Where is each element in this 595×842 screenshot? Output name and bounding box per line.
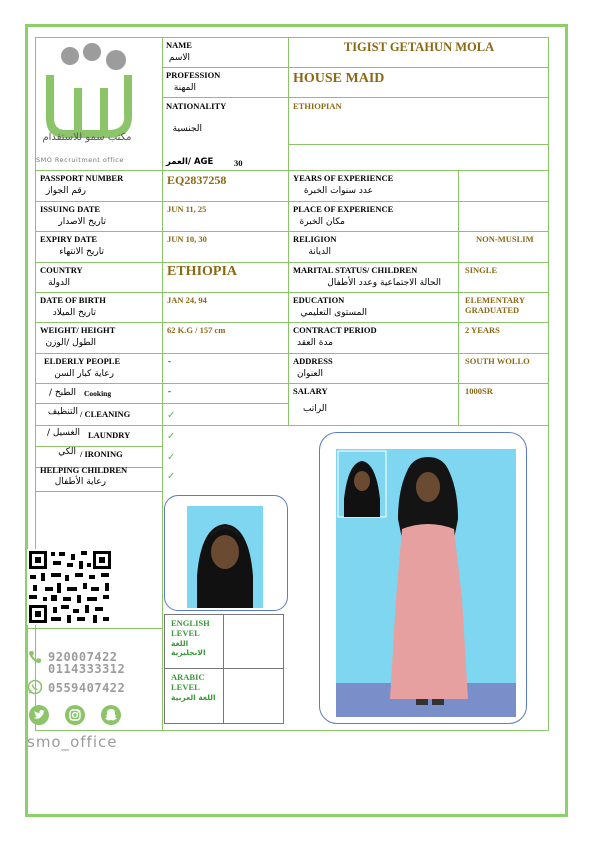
contract-value: 2 YEARS xyxy=(465,325,500,335)
marital-label: MARITAL STATUS/ CHILDREN xyxy=(293,265,418,275)
snapchat-icon[interactable] xyxy=(101,705,121,725)
contract-label-ar: مدة العقد xyxy=(297,338,333,348)
logo xyxy=(36,40,162,170)
arabic-level-label-ar: اللغة العربية xyxy=(171,693,216,702)
marital-label-ar: الحالة الاجتماعية وعدد الأطفال xyxy=(327,278,441,288)
cleaning-label-ar: التنظيف xyxy=(47,407,78,417)
whatsapp-icon xyxy=(27,679,43,695)
cooking-label-ar: الطبخ / xyxy=(48,388,76,398)
religion-value: NON-MUSLIM xyxy=(476,234,534,244)
elderly-label: ELDERLY PEOPLE xyxy=(44,356,121,366)
address-value: SOUTH WOLLO xyxy=(465,356,530,366)
nationality-label-ar: الجنسية xyxy=(172,124,202,134)
ironing-label-ar: الكي xyxy=(58,447,76,457)
experience-place-label-ar: مكان الخبرة xyxy=(299,217,345,227)
education-label-ar: المستوى التعليمي xyxy=(300,308,367,318)
profession-label-ar: المهنة xyxy=(173,83,196,93)
logo-english-text: SMO Recruitment office xyxy=(36,156,124,164)
instagram-icon[interactable] xyxy=(65,705,85,725)
fullbody-photo-frame xyxy=(319,432,527,724)
passport-label-ar: رقم الجواز xyxy=(45,186,86,196)
cleaning-check-icon: ✓ xyxy=(167,410,176,421)
fullbody-photo xyxy=(336,449,516,717)
english-level-label-ar: اللغة الانجليزية xyxy=(171,639,206,657)
weight-height-value: 62 K.G / 157 cm xyxy=(167,325,226,335)
address-label: ADDRESS xyxy=(293,356,333,366)
elderly-label-ar: رعاية كبار السن xyxy=(54,369,114,379)
experience-years-label-ar: عدد سنوات الخبرة xyxy=(303,186,373,196)
logo-mark-icon xyxy=(36,40,162,170)
cleaning-label: / CLEANING xyxy=(80,409,131,419)
logo-arabic-text: مكتب سمو للاستقدام xyxy=(42,132,132,143)
country-label: COUNTRY xyxy=(40,265,83,275)
laundry-label-ar: الغسيل / xyxy=(46,428,80,438)
helping-children-label-ar: رعاية الأطفال xyxy=(54,477,106,487)
profession-value: HOUSE MAID xyxy=(293,71,385,86)
experience-years-label: YEARS OF EXPERIENCE xyxy=(293,173,394,183)
issuing-label-ar: تاريخ الاصدار xyxy=(58,217,106,227)
phone-number-1[interactable]: 920007422 xyxy=(48,650,118,664)
arabic-level-label: ARABIC LEVEL xyxy=(171,672,205,692)
elderly-value: - xyxy=(168,356,171,366)
dob-label-ar: تاريخ الميلاد xyxy=(52,308,96,318)
profession-label: PROFESSION xyxy=(166,70,221,80)
name-label-ar: الاسم xyxy=(168,53,190,63)
name-value: TIGIST GETAHUN MOLA xyxy=(343,40,495,54)
issuing-label: ISSUING DATE xyxy=(40,204,101,214)
nationality-value: ETHIOPIAN xyxy=(293,101,342,111)
religion-label-ar: الديانة xyxy=(308,247,331,257)
salary-label: SALARY xyxy=(293,386,328,396)
expiry-label-ar: تاريخ الانتهاء xyxy=(59,247,104,257)
weight-height-label-ar: الطول /الوزن xyxy=(45,338,96,348)
phone-number-2[interactable]: 0114333312 xyxy=(48,662,126,676)
ironing-check-icon: ✓ xyxy=(167,452,176,463)
country-label-ar: الدولة xyxy=(48,278,70,288)
passport-label: PASSPORT NUMBER xyxy=(40,173,124,183)
expiry-label: EXPIRY DATE xyxy=(40,234,98,244)
whatsapp-number[interactable]: 0559407422 xyxy=(48,681,126,695)
address-label-ar: العنوان xyxy=(296,369,323,379)
nationality-label: NATIONALITY xyxy=(166,101,227,111)
marital-value: SINGLE xyxy=(465,265,498,275)
age-label: العمر/ AGE xyxy=(166,157,214,167)
religion-label: RELIGION xyxy=(293,234,337,244)
passport-value: EQ2837258 xyxy=(167,173,227,187)
contract-label: CONTRACT PERIOD xyxy=(293,325,377,335)
portrait-photo-frame xyxy=(164,495,288,611)
portrait-photo xyxy=(187,506,263,608)
education-value: ELEMENTARY GRADUATED xyxy=(465,295,525,315)
cooking-value: - xyxy=(168,386,171,396)
language-table xyxy=(164,614,284,724)
ironing-label: / IRONING xyxy=(80,449,123,459)
english-level-label: ENGLISH LEVEL xyxy=(171,618,210,638)
education-label: EDUCATION xyxy=(293,295,345,305)
experience-place-label: PLACE OF EXPERIENCE xyxy=(293,204,394,214)
helping-children-label: HELPING CHILDREN xyxy=(40,465,128,475)
salary-value: 1000SR xyxy=(465,386,493,396)
name-label: NAME xyxy=(166,40,192,50)
issuing-value: JUN 11, 25 xyxy=(167,204,207,214)
dob-value: JAN 24, 94 xyxy=(167,295,207,305)
cooking-label: Cooking xyxy=(84,389,112,398)
laundry-label: LAUNDRY xyxy=(88,430,131,440)
twitter-icon[interactable] xyxy=(29,705,49,725)
country-value: ETHIOPIA xyxy=(167,264,238,279)
qr-code-icon[interactable] xyxy=(27,549,113,625)
expiry-value: JUN 10, 30 xyxy=(167,234,207,244)
phone-icon xyxy=(28,650,42,664)
weight-height-label: WEIGHT/ HEIGHT xyxy=(40,325,116,335)
laundry-check-icon: ✓ xyxy=(167,431,176,442)
helping-children-check-icon: ✓ xyxy=(167,471,176,482)
age-value: 30 xyxy=(234,158,243,168)
salary-label-ar: الراتب xyxy=(302,404,327,414)
dob-label: DATE OF BIRTH xyxy=(40,295,106,305)
social-handle[interactable]: smo_office xyxy=(27,733,118,751)
